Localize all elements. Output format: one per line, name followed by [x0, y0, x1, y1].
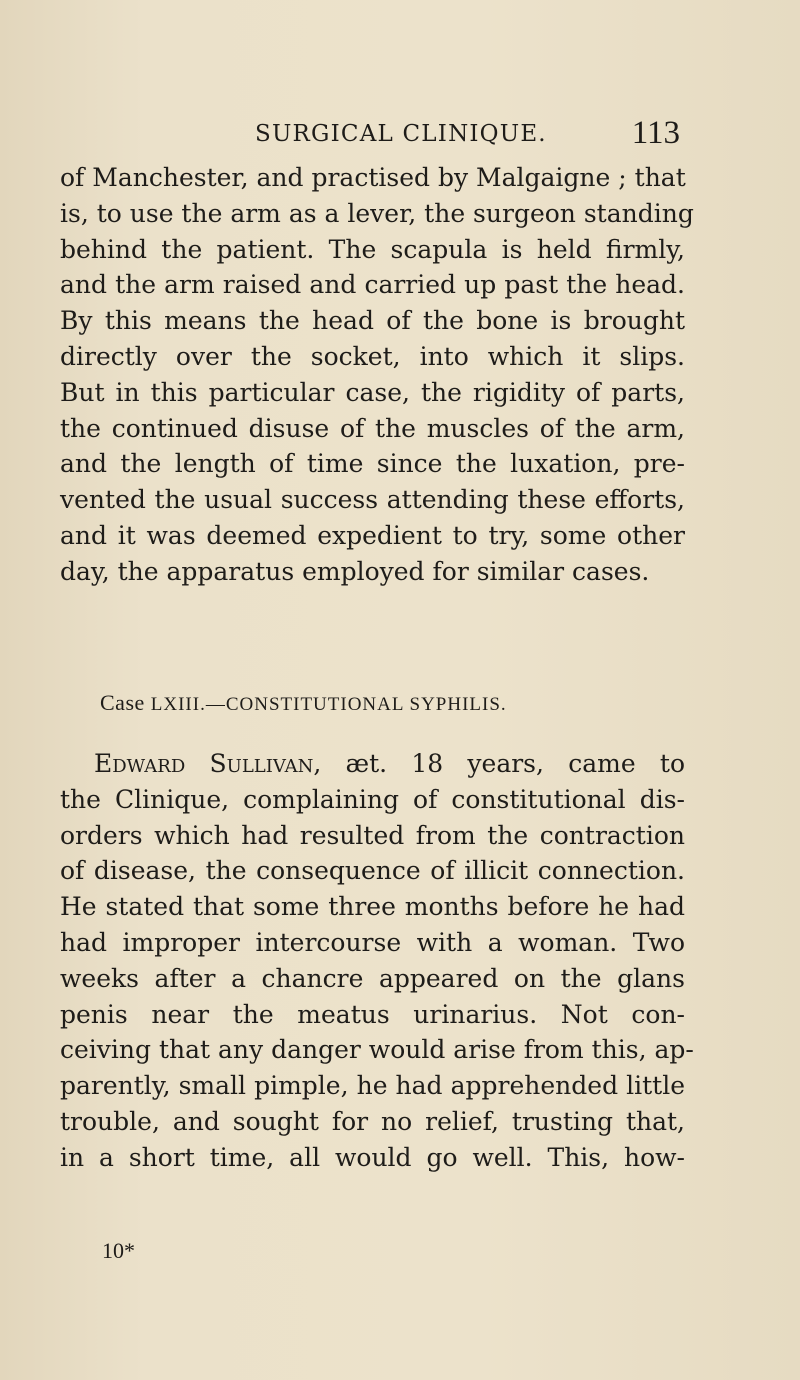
case-heading: [100, 690, 700, 716]
text-line: in a short time, all would go well. This, how-: [60, 1142, 685, 1172]
text-line: is, to use the arm as a lever, the surgeon standing: [60, 198, 694, 228]
text-line: He stated that some three months before he had: [60, 892, 685, 922]
text-line: of disease, the consequence of illicit connection.: [60, 856, 685, 886]
text-line: ceiving that any danger would arise from this, ap-: [60, 1035, 694, 1065]
text-line: of Manchester, and practised by Malgaigne ; that: [60, 163, 686, 192]
text-line: trouble, and sought for no relief, trusting that,: [60, 1106, 685, 1136]
text-fragment: , æt. 18 years, came to: [313, 749, 685, 778]
paragraph-manchester: [60, 160, 694, 590]
text-line: orders which had resulted from the contraction: [60, 820, 685, 850]
text-line: By this means the head of the bone is brought: [60, 306, 685, 336]
text-line: had improper intercourse with a woman. Two: [60, 927, 685, 957]
text-line: parently, small pimple, he had apprehended little: [60, 1071, 685, 1101]
text-line: day, the apparatus employed for similar cases.: [60, 556, 650, 586]
patient-name: Edward Sullivan: [94, 749, 314, 778]
text-line: weeks after a chancre appeared on the glans: [60, 963, 685, 993]
running-head: [60, 115, 680, 155]
text-line: behind the patient. The scapula is held firmly,: [60, 234, 685, 264]
text-line: penis near the meatus urinarius. Not con-: [60, 999, 685, 1029]
signature-mark: 10*: [102, 1238, 135, 1263]
paragraph-sullivan: [60, 746, 694, 1176]
text-line: the continued disuse of the muscles of the arm,: [60, 413, 685, 443]
text-line: vented the usual success attending these efforts,: [60, 485, 685, 515]
text-line: directly over the socket, into which it slips.: [60, 341, 685, 371]
case-label: Case: [100, 690, 145, 715]
running-title: SURGICAL CLINIQUE.: [255, 121, 547, 147]
text-line: and the arm raised and carried up past the head.: [60, 270, 685, 300]
page-number: 113: [631, 115, 680, 151]
case-title: LXIII.—CONSTITUTIONAL SYPHILIS.: [150, 694, 507, 715]
text-line: and the length of time since the luxation, pre-: [60, 449, 685, 479]
text-line: But in this particular case, the rigidity of parts,: [60, 377, 685, 407]
text-line-first: [60, 746, 685, 782]
text-line: the Clinique, complaining of constitutional dis-: [60, 784, 685, 814]
text-line: and it was deemed expedient to try, some other: [60, 520, 685, 550]
